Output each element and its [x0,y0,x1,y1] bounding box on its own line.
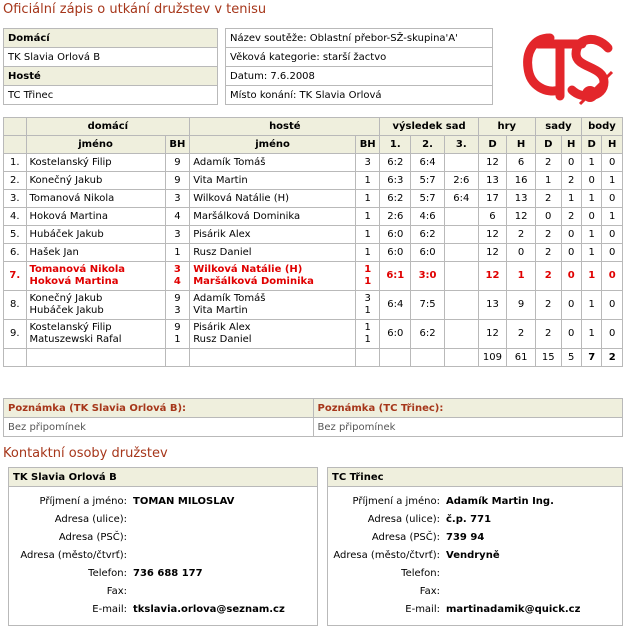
header-guest-bh: BH [355,136,380,154]
games-h: 2 [507,226,536,244]
set1: 6:4 [380,291,411,320]
contact-row [9,601,317,619]
guest-pair-bh-2: 1 [364,305,371,316]
total-games-h: 61 [507,349,536,367]
set1: 6:2 [380,154,411,172]
contact-label: E-mail: [92,604,127,615]
page-title: Oficiální zápis o utkání družstev v tenisu [3,2,267,17]
header-games-h: H [507,136,536,154]
match-info-table [225,28,493,105]
header-home: domácí [26,118,190,136]
points-h: 0 [602,154,623,172]
contact-label: Příjmení a jméno: [39,496,127,507]
games-d: 12 [478,244,507,262]
row-number: 1. [4,154,27,172]
guest-pair-bh [355,262,380,291]
guest-pair-bh-2: 1 [364,334,371,345]
sets-h: 2 [561,172,581,190]
contacts-section-title: Kontaktní osoby družstev [3,446,168,461]
set3 [444,244,478,262]
sets-h: 2 [561,208,581,226]
home-pair-bh-1: 9 [174,293,181,304]
home-note-value: Bez připomínek [4,418,314,437]
table-row [4,291,623,320]
home-pair-bh [165,320,190,349]
set1: 6:0 [380,320,411,349]
home-contact-team: TK Slavia Orlová B [9,468,318,487]
guest-player: Rusz Daniel [190,244,356,262]
games-d: 13 [478,291,507,320]
contact-label: Telefon: [88,568,127,579]
set2: 6:2 [411,320,445,349]
guest-player: Wilková Natálie (H) [190,190,356,208]
sets-d: 2 [535,262,561,291]
home-player: Tomanová Nikola [26,190,165,208]
home-pair-bh [165,291,190,320]
games-d: 12 [478,154,507,172]
games-d: 12 [478,226,507,244]
guest-label: Hosté [4,67,218,86]
set3: 6:4 [444,190,478,208]
set2: 4:6 [411,208,445,226]
guest-pair-1: Pisárik Alex [193,322,251,333]
sets-d: 2 [535,320,561,349]
contact-row [328,529,622,547]
games-h: 9 [507,291,536,320]
sets-h: 0 [561,154,581,172]
guest-bh: 1 [355,208,380,226]
contact-value: tkslavia.orlova@seznam.cz [133,604,285,615]
home-pair-bh-2: 3 [174,305,181,316]
guest-pair-bh [355,320,380,349]
home-pair-bh-1: 9 [174,322,181,333]
home-pair-2: Matuszewski Rafal [29,334,122,345]
header-home-bh: BH [165,136,190,154]
home-player: Hašek Jan [26,244,165,262]
guest-team: TC Třinec [4,86,218,105]
sets-d: 2 [535,190,561,208]
table-row [4,172,623,190]
row-number: 4. [4,208,27,226]
home-contact-table [8,467,318,626]
sets-d: 1 [535,172,561,190]
header-blank [4,118,27,136]
sets-h: 0 [561,244,581,262]
games-d: 6 [478,208,507,226]
contact-row [9,583,317,601]
guest-contact-team: TC Třinec [328,468,623,487]
header-set2: 2. [411,136,445,154]
home-pair-2: Hubáček Jakub [29,305,104,316]
header-guest-name: jméno [190,136,356,154]
header-games: hry [478,118,535,136]
set1: 6:1 [380,262,411,291]
header-set3: 3. [444,136,478,154]
table-row [4,208,623,226]
games-h: 2 [507,320,536,349]
contact-value: Vendryně [446,550,500,561]
total-games-d: 109 [478,349,507,367]
total-sets-h: 5 [561,349,581,367]
header-guest: hosté [190,118,380,136]
home-pair [26,291,165,320]
guest-contact-table [327,467,623,626]
header-sets-h: H [561,136,581,154]
contact-label: Adresa (PSČ): [371,532,440,543]
contact-row [328,511,622,529]
games-d: 12 [478,320,507,349]
home-pair-1: Tomanová Nikola [29,264,125,275]
contact-row [328,583,622,601]
guest-pair-1: Wilková Natálie (H) [193,264,303,275]
match-venue: Místo konání: TK Slavia Orlová [226,86,493,105]
guest-pair-2: Vita Martin [193,305,248,316]
set1: 6:0 [380,244,411,262]
guest-player: Adamík Tomáš [190,154,356,172]
row-number: 8. [4,291,27,320]
home-contact-body [9,487,318,626]
results-table [3,117,623,367]
set1: 2:6 [380,208,411,226]
guest-player: Pisárik Alex [190,226,356,244]
guest-player: Vita Martin [190,172,356,190]
sets-d: 0 [535,208,561,226]
points-h: 0 [602,291,623,320]
home-team: TK Slavia Orlová B [4,48,218,67]
contact-value: TOMAN MILOSLAV [133,496,235,507]
sets-h: 0 [561,320,581,349]
guest-bh: 1 [355,172,380,190]
points-d: 1 [581,320,601,349]
set1: 6:2 [380,190,411,208]
sets-d: 2 [535,226,561,244]
set3 [444,320,478,349]
row-number: 9. [4,320,27,349]
home-player: Hoková Martina [26,208,165,226]
sets-d: 2 [535,244,561,262]
home-player: Hubáček Jakub [26,226,165,244]
table-row [4,154,623,172]
games-h: 13 [507,190,536,208]
points-d: 1 [581,262,601,291]
guest-pair [190,320,356,349]
contact-label: Příjmení a jméno: [352,496,440,507]
contact-row [328,547,622,565]
total-points-h: 2 [602,349,623,367]
points-h: 0 [602,262,623,291]
set2: 5:7 [411,172,445,190]
contact-label: Adresa (ulice): [367,514,440,525]
home-player: Kostelanský Filip [26,154,165,172]
points-d: 1 [581,244,601,262]
table-row [4,226,623,244]
contact-label: Fax: [106,586,127,597]
contact-row [9,529,317,547]
home-pair-1: Konečný Jakub [29,293,103,304]
guest-pair-bh [355,291,380,320]
contact-label: Adresa (město/čtvrť): [20,550,127,561]
contact-value: 736 688 177 [133,568,203,579]
points-h: 1 [602,208,623,226]
header-points: body [581,118,622,136]
sets-h: 0 [561,291,581,320]
contact-row [328,601,622,619]
home-bh: 9 [165,172,190,190]
guest-contact-body [328,487,623,626]
guest-pair-1: Adamík Tomáš [193,293,266,304]
guest-pair-2: Maršálková Dominika [193,276,314,287]
header-sets: sady [535,118,581,136]
header-home-name: jméno [26,136,165,154]
home-pair-2: Hoková Martina [29,276,119,287]
home-pair-1: Kostelanský Filip [29,322,112,333]
contact-row [328,565,622,583]
games-h: 16 [507,172,536,190]
set2: 6:0 [411,244,445,262]
sets-d: 2 [535,291,561,320]
total-points-d: 7 [581,349,601,367]
home-bh: 9 [165,154,190,172]
games-d: 13 [478,172,507,190]
row-number: 5. [4,226,27,244]
games-d: 12 [478,262,507,291]
guest-note-label: Poznámka (TC Třinec): [313,399,623,418]
guest-bh: 1 [355,226,380,244]
home-pair-bh-1: 3 [173,264,181,275]
points-h: 0 [602,190,623,208]
home-pair [26,320,165,349]
games-h: 6 [507,154,536,172]
games-h: 12 [507,208,536,226]
guest-bh: 1 [355,190,380,208]
points-h: 0 [602,320,623,349]
sets-d: 2 [535,154,561,172]
contact-row [9,565,317,583]
header-points-h: H [602,136,623,154]
sets-h: 1 [561,190,581,208]
contact-label: Fax: [419,586,440,597]
points-d: 1 [581,154,601,172]
home-pair [26,262,165,291]
set1: 6:0 [380,226,411,244]
home-bh: 3 [165,226,190,244]
points-d: 1 [581,226,601,244]
guest-pair-bh-1: 3 [364,293,371,304]
header-games-d: D [478,136,507,154]
games-h: 0 [507,244,536,262]
set3 [444,291,478,320]
row-number: 6. [4,244,27,262]
guest-bh: 3 [355,154,380,172]
table-row [4,320,623,349]
age-category: Věková kategorie: starší žactvo [226,48,493,67]
points-d: 1 [581,190,601,208]
contact-label: Adresa (PSČ): [58,532,127,543]
guest-note-value: Bez připomínek [313,418,623,437]
contact-label: E-mail: [405,604,440,615]
points-d: 0 [581,208,601,226]
points-d: 0 [581,172,601,190]
points-d: 1 [581,291,601,320]
points-h: 1 [602,172,623,190]
home-note-label: Poznámka (TK Slavia Orlová B): [4,399,314,418]
set2: 3:0 [411,262,445,291]
total-sets-d: 15 [535,349,561,367]
set2: 5:7 [411,190,445,208]
guest-pair-bh-2: 1 [364,276,372,287]
contact-row [9,547,317,565]
contact-row [9,511,317,529]
header-set-result: výsledek sad [380,118,478,136]
contact-label: Adresa (město/čtvrť): [333,550,440,561]
club-logo-icon [520,24,620,109]
row-number: 7. [4,262,27,291]
home-bh: 3 [165,190,190,208]
games-d: 17 [478,190,507,208]
contact-row [328,493,622,511]
guest-pair-2: Rusz Daniel [193,334,252,345]
guest-pair-bh-1: 1 [364,264,372,275]
guest-pair-bh-1: 1 [364,322,371,333]
notes-table [3,398,623,437]
set2: 6:4 [411,154,445,172]
match-date: Datum: 7.6.2008 [226,67,493,86]
points-h: 0 [602,226,623,244]
home-bh: 1 [165,244,190,262]
set3 [444,226,478,244]
guest-bh: 1 [355,244,380,262]
home-pair-bh-2: 1 [174,334,181,345]
header-points-d: D [581,136,601,154]
contact-label: Adresa (ulice): [54,514,127,525]
sets-h: 0 [561,262,581,291]
home-pair-bh [165,262,190,291]
points-h: 0 [602,244,623,262]
table-row [4,262,623,291]
contact-row [9,493,317,511]
header-set1: 1. [380,136,411,154]
home-bh: 4 [165,208,190,226]
competition-name: Název soutěže: Oblastní přebor-SŽ-skupina'A' [226,29,493,48]
contact-label: Telefon: [401,568,440,579]
set3 [444,208,478,226]
set2: 7:5 [411,291,445,320]
row-number: 3. [4,190,27,208]
set2: 6:2 [411,226,445,244]
guest-player: Maršálková Dominika [190,208,356,226]
header-blank [4,136,27,154]
set3 [444,262,478,291]
contact-value: Adamík Martin Ing. [446,496,554,507]
table-row [4,244,623,262]
home-pair-bh-2: 4 [173,276,181,287]
table-row [4,190,623,208]
contact-value: č.p. 771 [446,514,492,525]
games-h: 1 [507,262,536,291]
set1: 6:3 [380,172,411,190]
home-label: Domácí [4,29,218,48]
guest-pair [190,291,356,320]
teams-table [3,28,218,105]
sets-h: 0 [561,226,581,244]
home-player: Konečný Jakub [26,172,165,190]
contact-value: martinadamik@quick.cz [446,604,581,615]
totals-row [4,349,623,367]
row-number: 2. [4,172,27,190]
guest-pair [190,262,356,291]
set3 [444,154,478,172]
header-sets-d: D [535,136,561,154]
set3: 2:6 [444,172,478,190]
contact-value: 739 94 [446,532,485,543]
